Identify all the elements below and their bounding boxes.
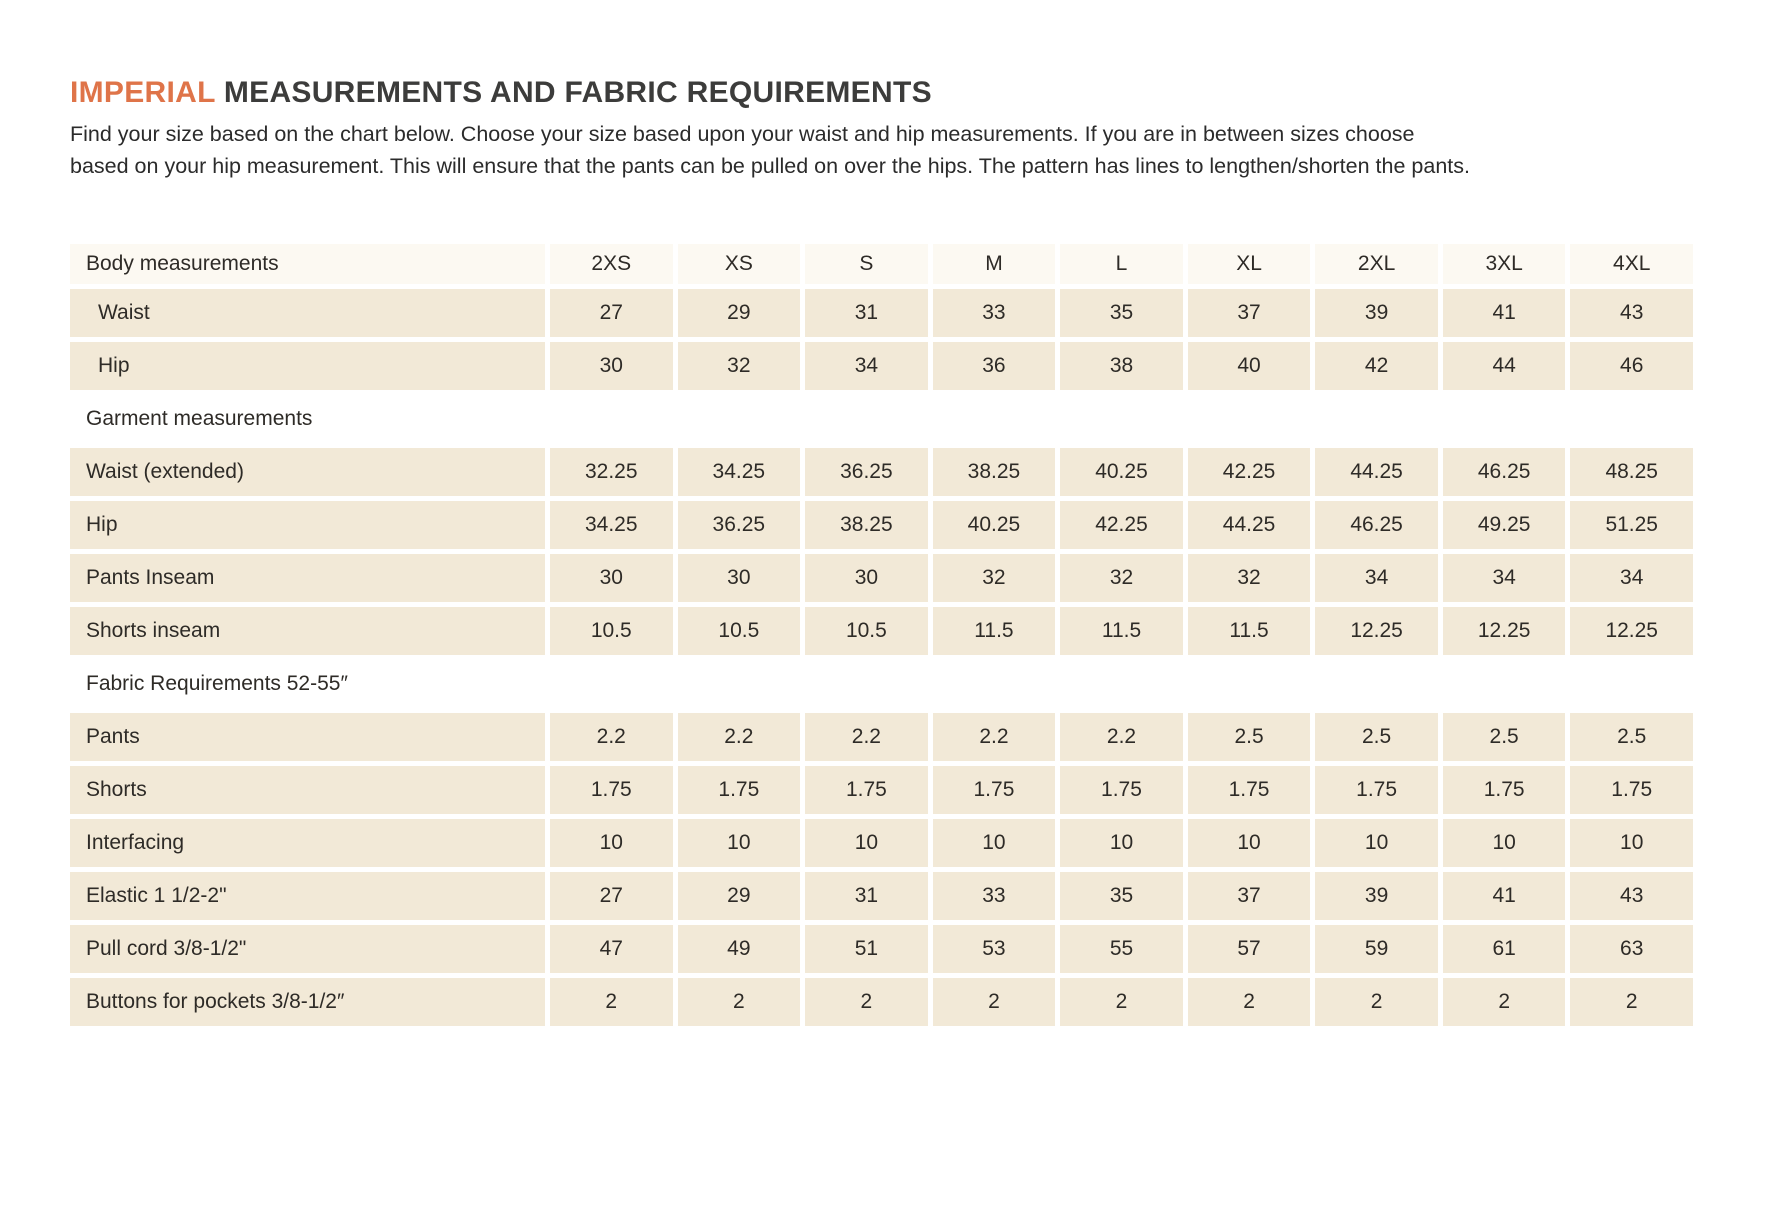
table-cell: 46 <box>1570 342 1693 390</box>
table-cell: 34 <box>1570 554 1693 602</box>
row-label: Shorts <box>70 766 545 814</box>
table-cell: 40 <box>1188 342 1311 390</box>
table-cell: 33 <box>933 872 1056 920</box>
row-label: Pull cord 3/8-1/2" <box>70 925 545 973</box>
table-cell: 2 <box>1060 978 1183 1026</box>
row-label: Hip <box>70 501 545 549</box>
row-label: Interfacing <box>70 819 545 867</box>
table-cell: 10 <box>805 819 928 867</box>
table-cell: 37 <box>1188 872 1311 920</box>
title-highlight: IMPERIAL <box>70 76 216 109</box>
table-cell: 10.5 <box>805 607 928 655</box>
table-cell: 1.75 <box>550 766 673 814</box>
table-cell: 44.25 <box>1315 448 1438 496</box>
table-cell: 44.25 <box>1188 501 1311 549</box>
table-cell: 12.25 <box>1315 607 1438 655</box>
intro-paragraph: Find your size based on the chart below. Choose your size based upon your waist and hip measurements. If you are in between sizes choose based on your hip measurement. This will ensure that the pants can be pulled on over the hips. The pattern has lines to lengthen/shorten the pants. <box>70 122 1470 178</box>
table-cell: 10 <box>550 819 673 867</box>
table-cell: 51.25 <box>1570 501 1693 549</box>
table-cell: 2.5 <box>1188 713 1311 761</box>
table-cell: 27 <box>550 289 673 337</box>
table-cell: 32 <box>1060 554 1183 602</box>
table-cell: 2 <box>1443 978 1566 1026</box>
size-column-header: S <box>805 244 928 284</box>
table-cell: 35 <box>1060 289 1183 337</box>
table-cell: 46.25 <box>1315 501 1438 549</box>
table-cell: 2.2 <box>805 713 928 761</box>
table-cell: 10 <box>1570 819 1693 867</box>
row-label: Shorts inseam <box>70 607 545 655</box>
row-label: Elastic 1 1/2-2" <box>70 872 545 920</box>
table-cell: 49 <box>678 925 801 973</box>
table-cell: 61 <box>1443 925 1566 973</box>
table-cell: 1.75 <box>1443 766 1566 814</box>
row-label: Buttons for pockets 3/8-1/2″ <box>70 978 545 1026</box>
table-cell: 30 <box>550 554 673 602</box>
table-cell: 39 <box>1315 289 1438 337</box>
table-cell: 57 <box>1188 925 1311 973</box>
table-cell: 33 <box>933 289 1056 337</box>
table-cell: 43 <box>1570 289 1693 337</box>
table-cell: 36.25 <box>805 448 928 496</box>
table-cell: 11.5 <box>933 607 1056 655</box>
row-label: Waist <box>70 289 545 337</box>
size-column-header: XS <box>678 244 801 284</box>
table-cell: 42.25 <box>1188 448 1311 496</box>
table-cell: 53 <box>933 925 1056 973</box>
table-cell: 10 <box>933 819 1056 867</box>
table-cell: 2 <box>1188 978 1311 1026</box>
table-cell: 2 <box>805 978 928 1026</box>
row-label: Pants Inseam <box>70 554 545 602</box>
table-cell: 30 <box>550 342 673 390</box>
table-cell: 32 <box>1188 554 1311 602</box>
table-cell: 1.75 <box>1315 766 1438 814</box>
section-label: Garment measurements <box>70 395 1693 443</box>
table-cell: 1.75 <box>805 766 928 814</box>
table-cell: 2 <box>1570 978 1693 1026</box>
table-cell: 36 <box>933 342 1056 390</box>
table-cell: 47 <box>550 925 673 973</box>
table-cell: 63 <box>1570 925 1693 973</box>
table-cell: 10.5 <box>678 607 801 655</box>
table-cell: 1.75 <box>1188 766 1311 814</box>
table-cell: 32 <box>678 342 801 390</box>
table-cell: 2.2 <box>550 713 673 761</box>
table-cell: 38.25 <box>805 501 928 549</box>
size-column-header: L <box>1060 244 1183 284</box>
table-cell: 2 <box>933 978 1056 1026</box>
table-cell: 10.5 <box>550 607 673 655</box>
table-cell: 2 <box>1315 978 1438 1026</box>
table-cell: 10 <box>1188 819 1311 867</box>
table-cell: 1.75 <box>933 766 1056 814</box>
size-chart-table <box>70 244 1693 1026</box>
table-cell: 42 <box>1315 342 1438 390</box>
table-cell: 27 <box>550 872 673 920</box>
size-column-header: 3XL <box>1443 244 1566 284</box>
table-cell: 32.25 <box>550 448 673 496</box>
table-cell: 2 <box>678 978 801 1026</box>
row-label: Hip <box>70 342 545 390</box>
table-cell: 34 <box>1315 554 1438 602</box>
table-cell: 34 <box>1443 554 1566 602</box>
table-cell: 10 <box>1315 819 1438 867</box>
table-cell: 32 <box>933 554 1056 602</box>
table-cell: 2.2 <box>678 713 801 761</box>
table-cell: 11.5 <box>1188 607 1311 655</box>
table-cell: 55 <box>1060 925 1183 973</box>
size-column-header: XL <box>1188 244 1311 284</box>
row-label: Pants <box>70 713 545 761</box>
page-title <box>70 76 1700 110</box>
table-cell: 44 <box>1443 342 1566 390</box>
table-cell: 36.25 <box>678 501 801 549</box>
table-cell: 34.25 <box>678 448 801 496</box>
title-rest: MEASUREMENTS AND FABRIC REQUIREMENTS <box>215 76 932 109</box>
table-cell: 41 <box>1443 289 1566 337</box>
table-cell: 30 <box>805 554 928 602</box>
table-cell: 49.25 <box>1443 501 1566 549</box>
size-column-header: 4XL <box>1570 244 1693 284</box>
table-cell: 2.5 <box>1570 713 1693 761</box>
table-cell: 12.25 <box>1443 607 1566 655</box>
table-cell: 39 <box>1315 872 1438 920</box>
size-column-header: 2XS <box>550 244 673 284</box>
table-cell: 38.25 <box>933 448 1056 496</box>
table-cell: 34 <box>805 342 928 390</box>
table-cell: 42.25 <box>1060 501 1183 549</box>
table-cell: 43 <box>1570 872 1693 920</box>
table-cell: 38 <box>1060 342 1183 390</box>
table-cell: 10 <box>678 819 801 867</box>
table-cell: 46.25 <box>1443 448 1566 496</box>
table-cell: 12.25 <box>1570 607 1693 655</box>
table-cell: 37 <box>1188 289 1311 337</box>
table-cell: 31 <box>805 872 928 920</box>
table-cell: 2 <box>550 978 673 1026</box>
table-cell: 10 <box>1060 819 1183 867</box>
table-cell: 31 <box>805 289 928 337</box>
table-cell: 59 <box>1315 925 1438 973</box>
table-cell: 40.25 <box>933 501 1056 549</box>
section-label: Fabric Requirements 52-55″ <box>70 660 1693 708</box>
table-cell: 10 <box>1443 819 1566 867</box>
table-cell: 2.5 <box>1443 713 1566 761</box>
table-cell: 40.25 <box>1060 448 1183 496</box>
table-cell: 2.2 <box>1060 713 1183 761</box>
column-header-body-measurements: Body measurements <box>70 244 545 284</box>
table-cell: 1.75 <box>1060 766 1183 814</box>
size-column-header: 2XL <box>1315 244 1438 284</box>
table-cell: 41 <box>1443 872 1566 920</box>
table-cell: 2.2 <box>933 713 1056 761</box>
table-cell: 48.25 <box>1570 448 1693 496</box>
table-cell: 29 <box>678 872 801 920</box>
table-cell: 2.5 <box>1315 713 1438 761</box>
table-cell: 1.75 <box>1570 766 1693 814</box>
table-cell: 11.5 <box>1060 607 1183 655</box>
row-label: Waist (extended) <box>70 448 545 496</box>
table-cell: 34.25 <box>550 501 673 549</box>
table-cell: 30 <box>678 554 801 602</box>
size-column-header: M <box>933 244 1056 284</box>
table-cell: 1.75 <box>678 766 801 814</box>
table-cell: 35 <box>1060 872 1183 920</box>
table-cell: 29 <box>678 289 801 337</box>
table-cell: 51 <box>805 925 928 973</box>
